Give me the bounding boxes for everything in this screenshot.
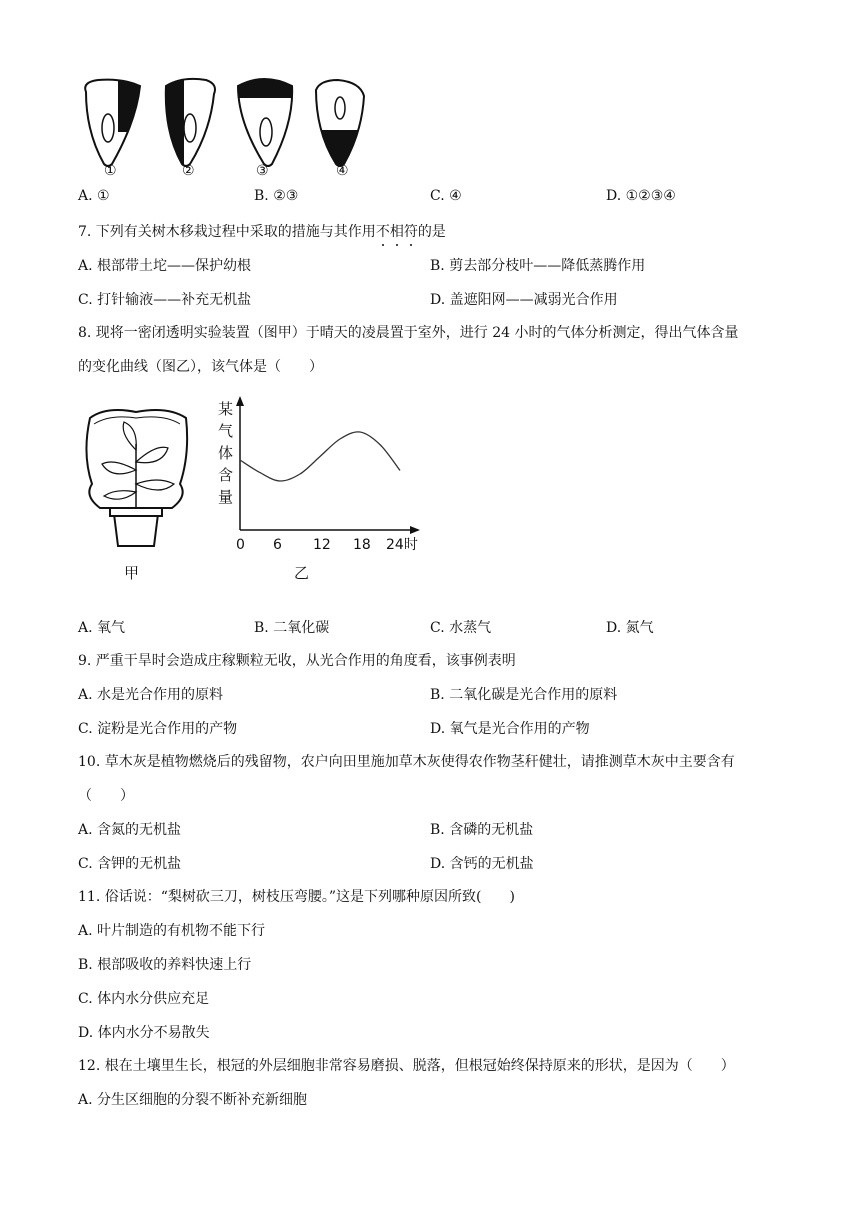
q8-option-a: A. 氧气 <box>78 620 126 636</box>
x-tick-label: 24时 <box>386 537 418 553</box>
q9-option-a: A. 水是光合作用的原料 <box>78 687 224 703</box>
q12-stem: 12. 根在土壤里生长，根冠的外层细胞非常容易磨损、脱落，但根冠始终保持原来的形状，是因为（ ） <box>78 1058 735 1074</box>
q9-option-d: D. 氧气是光合作用的产物 <box>430 721 590 737</box>
q10-option-d: D. 含钙的无机盐 <box>430 856 534 872</box>
q11-option-d: D. 体内水分不易散失 <box>78 1025 210 1041</box>
q8-stem-line1: 8. 现将一密闭透明实验装置（图甲）于晴天的凌晨置于室外，进行 24 小时的气体分析测定，得出气体含量 <box>78 325 739 341</box>
q10-option-b: B. 含磷的无机盐 <box>430 822 534 838</box>
q8-option-d: D. 氮气 <box>606 620 654 636</box>
q11-option-c: C. 体内水分供应充足 <box>78 991 210 1007</box>
seed-label-2: ② <box>182 163 195 177</box>
q7-option-c: C. 打针输液——补充无机盐 <box>78 292 252 308</box>
q7-emphasis: 不相符 <box>376 224 418 240</box>
x-tick-label: 18 <box>353 537 371 553</box>
q11-stem: 11. 俗话说：“梨树砍三刀，树枝压弯腰。”这是下列哪种原因所致( ) <box>78 889 515 905</box>
q11-option-b: B. 根部吸收的养料快速上行 <box>78 957 252 973</box>
q6-option-c: C. ④ <box>430 188 462 204</box>
q11-option-a: A. 叶片制造的有机物不能下行 <box>78 923 266 939</box>
y-axis-label-5: 量 <box>218 488 234 506</box>
y-axis-label-1: 某 <box>218 400 234 418</box>
seed-label-4: ④ <box>336 163 349 177</box>
q9-stem: 9. 严重干旱时会造成庄稼颗粒无收，从光合作用的角度看，该事例表明 <box>78 653 516 669</box>
gas-content-curve <box>240 432 400 481</box>
q8-option-b: B. 二氧化碳 <box>254 620 330 636</box>
q6-option-a: A. ① <box>78 188 110 204</box>
q12-option-a: A. 分生区细胞的分裂不断补充新细胞 <box>78 1092 308 1108</box>
seed-label-3: ③ <box>256 163 269 177</box>
x-axis-arrow <box>410 526 420 534</box>
q10-stem-line2: （ ） <box>78 788 134 804</box>
q10-option-c: C. 含钾的无机盐 <box>78 856 182 872</box>
q9-option-c: C. 淀粉是光合作用的产物 <box>78 721 238 737</box>
seed-figure <box>72 72 372 177</box>
q6-option-d: D. ①②③④ <box>606 188 676 204</box>
figure-yi-chart <box>210 392 430 560</box>
x-tick-label: 12 <box>313 537 331 553</box>
seed-2 <box>160 72 215 172</box>
q7-option-b: B. 剪去部分枝叶——降低蒸腾作用 <box>430 258 646 274</box>
figure-jia-plant-jar <box>76 404 196 554</box>
figure-yi-label: 乙 <box>294 564 310 582</box>
q7-option-a: A. 根部带土坨——保护幼根 <box>78 258 252 274</box>
q8-stem-line2: 的变化曲线（图乙），该气体是（ ） <box>78 359 323 375</box>
q8-option-c: C. 水蒸气 <box>430 620 492 636</box>
q9-option-b: B. 二氧化碳是光合作用的原料 <box>430 687 618 703</box>
q6-option-b: B. ②③ <box>254 188 299 204</box>
y-axis-label-4: 含 <box>218 466 234 484</box>
seed-label-1: ① <box>104 163 117 177</box>
y-axis-label-3: 体 <box>218 444 234 462</box>
q7-option-d: D. 盖遮阳网——减弱光合作用 <box>430 292 618 308</box>
y-axis-arrow <box>236 396 244 406</box>
x-tick-label: 6 <box>273 537 282 553</box>
q10-option-a: A. 含氮的无机盐 <box>78 822 182 838</box>
q10-stem-line1: 10. 草木灰是植物燃烧后的残留物，农户向田里施加草木灰使得农作物茎秆健壮，请推测草木灰中主要含有 <box>78 754 735 770</box>
seed-4 <box>312 80 372 170</box>
x-tick-label: 0 <box>236 537 245 553</box>
figure-jia-label: 甲 <box>124 564 140 582</box>
q7-stem: 7. 下列有关树木移栽过程中采取的措施与其作用不相符的是 <box>78 221 446 241</box>
y-axis-label-2: 气 <box>218 422 234 440</box>
seed-3 <box>232 72 302 166</box>
seed-1 <box>85 72 148 166</box>
